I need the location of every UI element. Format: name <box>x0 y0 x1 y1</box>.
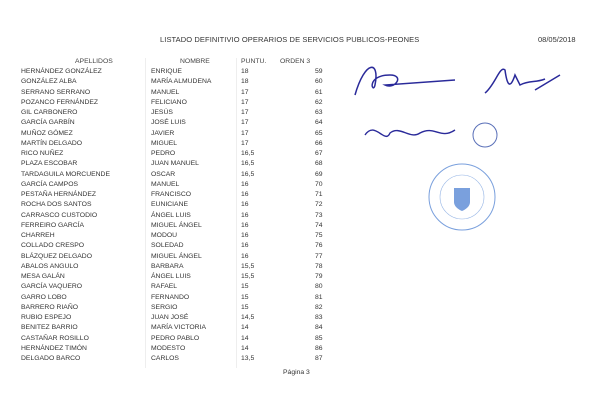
cell-nombre: MARÍA ALMUDENA <box>151 78 212 86</box>
table-row <box>0 355 340 365</box>
cell-apellidos: RICO NUÑEZ <box>21 150 64 157</box>
town-hall-stamp <box>425 160 500 235</box>
cell-puntuacion: 17 <box>241 139 249 147</box>
cell-puntuacion: 16 <box>241 221 249 229</box>
cell-apellidos: GARRO LOBO <box>21 293 67 301</box>
cell-puntuacion: 15,5 <box>241 262 255 270</box>
cell-nombre: BARBARA <box>151 262 184 270</box>
cell-orden: 75 <box>315 232 323 239</box>
cell-puntuacion: 15 <box>241 303 249 311</box>
cell-nombre: ÁNGEL LUIS <box>151 211 191 219</box>
cell-nombre: JUAN MANUEL <box>151 160 199 168</box>
cell-orden: 87 <box>315 355 323 362</box>
cell-nombre: MIGUEL ÁNGEL <box>151 252 202 260</box>
cell-nombre: MIGUEL ÁNGEL <box>151 221 202 229</box>
document-title: LISTADO DEFINITIVIO OPERARIOS DE SERVICIOS PUBLICOS-PEONES <box>160 35 420 44</box>
cell-nombre: ÁNGEL LUIS <box>151 273 191 280</box>
cell-nombre: FELICIANO <box>151 98 187 106</box>
table-row <box>0 78 340 88</box>
cell-orden: 73 <box>315 211 323 219</box>
cell-puntuacion: 18 <box>241 78 249 86</box>
cell-nombre: PEDRO <box>151 150 176 157</box>
cell-puntuacion: 17 <box>241 129 249 137</box>
table-row <box>0 99 340 109</box>
cell-orden: 69 <box>315 170 323 178</box>
cell-apellidos: MESA GALÁN <box>21 273 65 280</box>
cell-apellidos: HERNÁNDEZ GONZÁLEZ <box>21 68 102 75</box>
cell-nombre: PEDRO PABLO <box>151 334 200 342</box>
cell-apellidos: BARRERO RIAÑO <box>21 303 79 311</box>
cell-puntuacion: 16 <box>241 252 249 260</box>
cell-puntuacion: 14 <box>241 324 249 332</box>
cell-puntuacion: 14 <box>241 334 249 342</box>
cell-orden: 61 <box>315 88 323 96</box>
cell-puntuacion: 15 <box>241 283 249 291</box>
cell-puntuacion: 17 <box>241 119 249 127</box>
cell-apellidos: COLLADO CRESPO <box>21 242 85 250</box>
cell-nombre: SERGIO <box>151 303 178 311</box>
cell-apellidos: HERNÁNDEZ TIMÓN <box>21 344 87 352</box>
cell-puntuacion: 17 <box>241 98 249 106</box>
cell-puntuacion: 17 <box>241 109 249 116</box>
table-row <box>0 242 340 252</box>
table-row <box>0 345 340 355</box>
table-row <box>0 263 340 273</box>
cell-apellidos: GARCÍA CAMPOS <box>21 180 79 188</box>
cell-orden: 59 <box>315 68 323 75</box>
cell-puntuacion: 15,5 <box>241 273 255 280</box>
table-row <box>0 294 340 304</box>
cell-nombre: ENRIQUE <box>151 68 182 75</box>
cell-apellidos: POZANCO FERNÁNDEZ <box>21 98 99 106</box>
cell-apellidos: GONZÁLEZ ALBA <box>21 78 77 86</box>
table-row <box>0 212 340 222</box>
cell-nombre: MANUEL <box>151 88 180 96</box>
cell-orden: 71 <box>315 191 323 198</box>
table-row <box>0 304 340 314</box>
cell-nombre: FRANCISCO <box>151 191 192 198</box>
cell-orden: 77 <box>315 252 323 260</box>
cell-nombre: RAFAEL <box>151 283 178 291</box>
table-row <box>0 140 340 150</box>
cell-apellidos: MARTÍN DELGADO <box>21 139 83 147</box>
table-row <box>0 68 340 78</box>
cell-puntuacion: 13,5 <box>241 355 255 362</box>
cell-apellidos: GIL CARBONERO <box>21 109 78 116</box>
cell-puntuacion: 16,5 <box>241 160 255 168</box>
cell-nombre: EUNICIANE <box>151 201 189 209</box>
table-row <box>0 191 340 201</box>
table-row <box>0 283 340 293</box>
header-nombre: NOMBRE <box>180 58 210 65</box>
cell-apellidos: CHARREH <box>21 232 55 239</box>
table-row <box>0 181 340 191</box>
cell-orden: 70 <box>315 180 323 188</box>
table-row <box>0 222 340 232</box>
cell-puntuacion: 16 <box>241 232 249 239</box>
cell-orden: 67 <box>315 150 323 157</box>
table-row <box>0 314 340 324</box>
cell-orden: 74 <box>315 221 323 229</box>
cell-orden: 81 <box>315 293 323 301</box>
table-row <box>0 89 340 99</box>
cell-orden: 84 <box>315 324 323 332</box>
cell-orden: 85 <box>315 334 323 342</box>
cell-nombre: MARÍA VICTORIA <box>151 324 207 332</box>
cell-orden: 68 <box>315 160 323 168</box>
cell-apellidos: CARRASCO CUSTODIO <box>21 211 98 219</box>
table-row <box>0 335 340 345</box>
cell-nombre: CARLOS <box>151 355 179 362</box>
cell-orden: 76 <box>315 242 323 250</box>
cell-orden: 78 <box>315 262 323 270</box>
cell-puntuacion: 16 <box>241 242 249 250</box>
header-apellidos: APELLIDOS <box>75 58 113 65</box>
cell-orden: 80 <box>315 283 323 291</box>
cell-apellidos: DELGADO BARCO <box>21 355 81 362</box>
cell-puntuacion: 16,5 <box>241 170 255 178</box>
table-row <box>0 119 340 129</box>
cell-orden: 64 <box>315 119 323 127</box>
page-number: Página 3 <box>283 369 310 376</box>
cell-puntuacion: 14 <box>241 344 249 352</box>
cell-apellidos: PLAZA ESCOBAR <box>21 160 78 168</box>
document-date: 08/05/2018 <box>538 35 576 44</box>
cell-puntuacion: 16 <box>241 191 249 198</box>
cell-nombre: FERNANDO <box>151 293 190 301</box>
cell-orden: 83 <box>315 314 323 321</box>
table-row <box>0 109 340 119</box>
cell-puntuacion: 18 <box>241 68 249 75</box>
cell-puntuacion: 17 <box>241 88 249 96</box>
table-row <box>0 324 340 334</box>
cell-puntuacion: 15 <box>241 293 249 301</box>
cell-nombre: JOSÉ LUIS <box>151 119 186 127</box>
cell-orden: 60 <box>315 78 323 86</box>
cell-orden: 86 <box>315 344 323 352</box>
cell-puntuacion: 16 <box>241 201 249 209</box>
signature-top <box>335 55 595 105</box>
table-row <box>0 273 340 283</box>
cell-apellidos: GARCÍA VAQUERO <box>21 283 83 291</box>
cell-nombre: MANUEL <box>151 180 180 188</box>
header-puntuacion: PUNTU. <box>241 58 267 65</box>
cell-nombre: MODESTO <box>151 344 186 352</box>
cell-apellidos: CASTAÑAR ROSILLO <box>21 334 89 342</box>
table-row <box>0 201 340 211</box>
cell-orden: 66 <box>315 139 323 147</box>
cell-orden: 63 <box>315 109 323 116</box>
cell-nombre: SOLEDAD <box>151 242 184 250</box>
table-row <box>0 160 340 170</box>
cell-orden: 65 <box>315 129 323 137</box>
cell-nombre: OSCAR <box>151 170 176 178</box>
cell-apellidos: BLÁZQUEZ DELGADO <box>21 252 93 260</box>
header-orden: ORDEN 3 <box>280 58 311 65</box>
cell-puntuacion: 16,5 <box>241 150 255 157</box>
table-row <box>0 253 340 263</box>
cell-nombre: MIGUEL <box>151 139 178 147</box>
table-row <box>0 232 340 242</box>
cell-nombre: JESÚS <box>151 109 173 116</box>
cell-puntuacion: 16 <box>241 180 249 188</box>
cell-apellidos: RUBIO ESPEJO <box>21 314 72 321</box>
cell-apellidos: ROCHA DOS SANTOS <box>21 201 92 209</box>
cell-nombre: JAVIER <box>151 129 175 137</box>
cell-apellidos: ABALOS ANGULO <box>21 262 79 270</box>
cell-apellidos: PESTAÑA HERNÁNDEZ <box>21 191 97 198</box>
cell-orden: 72 <box>315 201 323 209</box>
cell-orden: 79 <box>315 273 323 280</box>
signature-middle <box>360 115 520 160</box>
table-row <box>0 130 340 140</box>
cell-apellidos: FERREIRO GARCÍA <box>21 221 85 229</box>
cell-puntuacion: 14,5 <box>241 314 255 321</box>
cell-apellidos: BENITEZ BARRIO <box>21 324 78 332</box>
cell-apellidos: TARDAGUILA MORCUENDE <box>21 170 110 178</box>
cell-nombre: JUAN JOSÉ <box>151 314 189 321</box>
cell-nombre: MODOU <box>151 232 178 239</box>
cell-orden: 82 <box>315 303 323 311</box>
cell-apellidos: SERRANO SERRANO <box>21 88 91 96</box>
cell-apellidos: GARCÍA GARBÍN <box>21 119 75 127</box>
table-row <box>0 150 340 160</box>
cell-apellidos: MUÑOZ GÓMEZ <box>21 129 73 137</box>
cell-orden: 62 <box>315 98 323 106</box>
cell-puntuacion: 16 <box>241 211 249 219</box>
table-row <box>0 171 340 181</box>
